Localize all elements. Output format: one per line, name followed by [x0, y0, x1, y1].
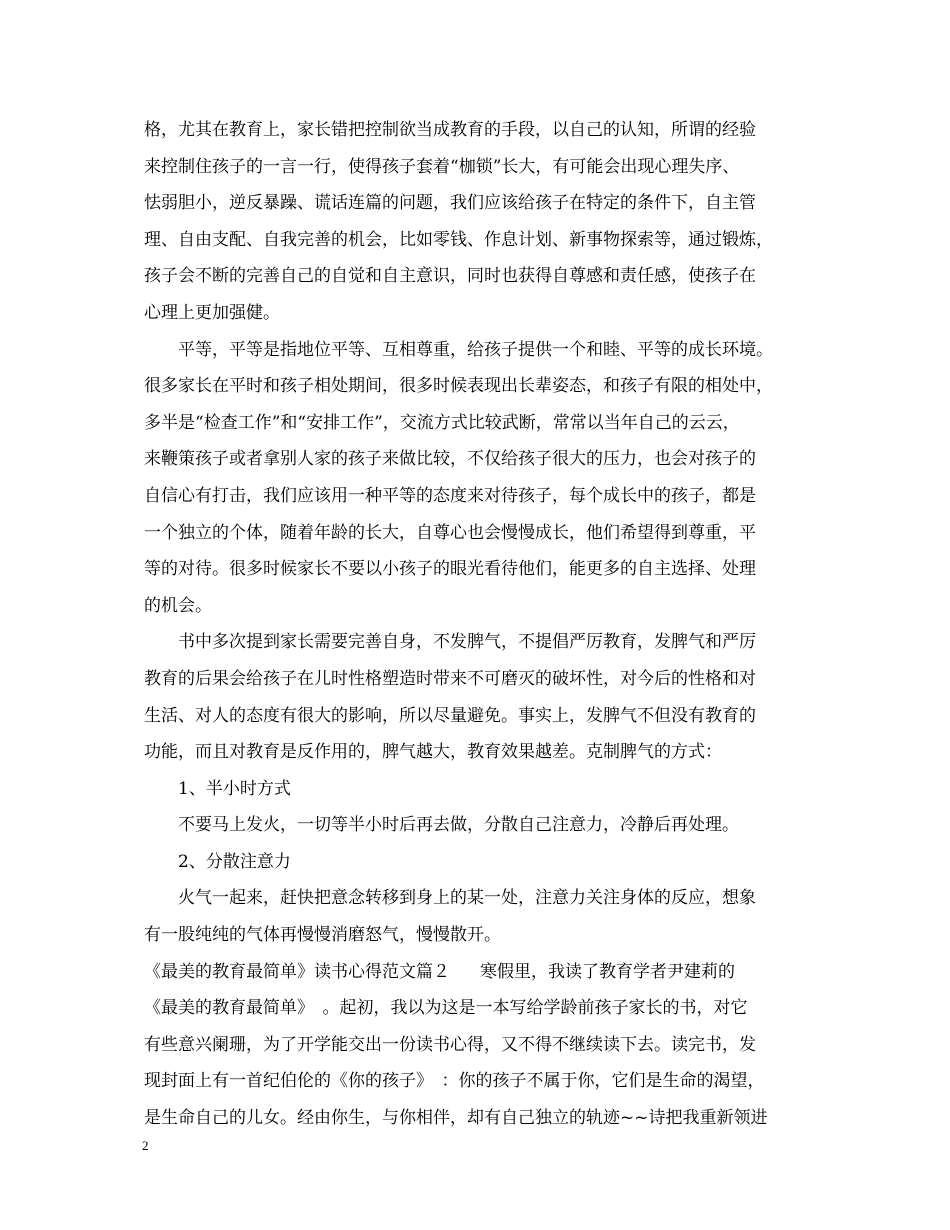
- body-text: [144, 112, 824, 1137]
- section-lead: 寒假里，我读了教育学者尹建莉的: [480, 961, 735, 982]
- paragraph-line: 是生命自己的儿女。经由你生，与你相伴，却有自己独立的轨迹~~诗把我重新领进: [144, 1108, 768, 1129]
- list-heading: 2、分散注意力: [178, 851, 291, 872]
- paragraph-line: 教育的后果会给孩子在儿时性格塑造时带来不可磨灭的破坏性，对今后的性格和对: [144, 668, 756, 689]
- paragraph-line: 孩子会不断的完善自己的自觉和自主意识，同时也获得自尊感和责任感，使孩子在: [144, 266, 756, 287]
- paragraph-line: 来鞭策孩子或者拿别人家的孩子来做比较，不仅给孩子很大的压力，也会对孩子的: [144, 449, 756, 470]
- paragraph-line: 的机会。: [144, 595, 212, 616]
- paragraph-line: 格，尤其在教育上，家长错把控制欲当成教育的手段，以自己的认知，所谓的经验: [144, 120, 756, 140]
- paragraph-line: 有些意兴阑珊，为了开学能交出一份读书心得，又不得不继续读下去。读完书，发: [144, 1034, 756, 1055]
- paragraph-line: 很多家长在平时和孩子相处期间，很多时候表现出长辈姿态，和孩子有限的相处中，: [144, 376, 773, 397]
- paragraph-line: 有一股纯纯的气体再慢慢消磨怒气，慢慢散开。: [144, 925, 501, 946]
- paragraph-line: 自信心有打击，我们应该用一种平等的态度来对待孩子，每个成长中的孩子，都是: [144, 485, 756, 506]
- paragraph-line: 生活、对人的态度有很大的影响，所以尽量避免。事实上，发脾气不但没有教育的: [144, 705, 756, 726]
- paragraph-line: 一个独立的个体，随着年龄的长大，自尊心也会慢慢成长，他们希望得到尊重，平: [144, 522, 756, 543]
- paragraph-line: 理、自由支配、自我完善的机会，比如零钱、作息计划、新事物探索等，通过锻炼，: [144, 229, 773, 250]
- paragraph-line: 等的对待。很多时候家长不要以小孩子的眼光看待他们，能更多的自主选择、处理: [144, 559, 756, 580]
- list-heading: 1、半小时方式: [178, 778, 291, 799]
- paragraph-line: 心理上更加强健。: [144, 302, 280, 323]
- paragraph-line: 怯弱胆小，逆反暴躁、谎话连篇的问题，我们应该给孩子在特定的条件下，自主管: [144, 193, 756, 214]
- paragraph-line: 功能，而且对教育是反作用的，脾气越大，教育效果越差。克制脾气的方式：: [144, 742, 722, 763]
- paragraph-line: 《最美的教育最简单》 。起初，我以为这是一本写给学龄前孩子家长的书，对它: [144, 998, 748, 1019]
- section-title: 《最美的教育最简单》读书心得范文篇２: [144, 961, 450, 982]
- paragraph-line: 现封面上有一首纪伯伦的《你的孩子》 ：你的孩子不属于你，它们是生命的渴望，: [144, 1071, 765, 1092]
- section-title-line: [144, 954, 824, 991]
- paragraph-line: 平等，平等是指地位平等、互相尊重，给孩子提供一个和睦、平等的成长环境。: [178, 339, 773, 360]
- paragraph-line: 不要马上发火，一切等半小时后再去做，分散自己注意力，冷静后再处理。: [178, 815, 739, 836]
- paragraph-line: 书中多次提到家长需要完善自身，不发脾气，不提倡严厉教育，发脾气和严厉: [178, 632, 756, 653]
- paragraph-line: 多半是“检查工作”和“安排工作”，交流方式比较武断，常常以当年自己的云云，: [144, 412, 740, 433]
- page-number: 2: [142, 1138, 149, 1153]
- paragraph-line: 火气一起来，赶快把意念转移到身上的某一处，注意力关注身体的反应，想象: [178, 888, 756, 909]
- paragraph-line: 来控制住孩子的一言一行，使得孩子套着“枷锁”长大，有可能会出现心理失序、: [144, 156, 740, 177]
